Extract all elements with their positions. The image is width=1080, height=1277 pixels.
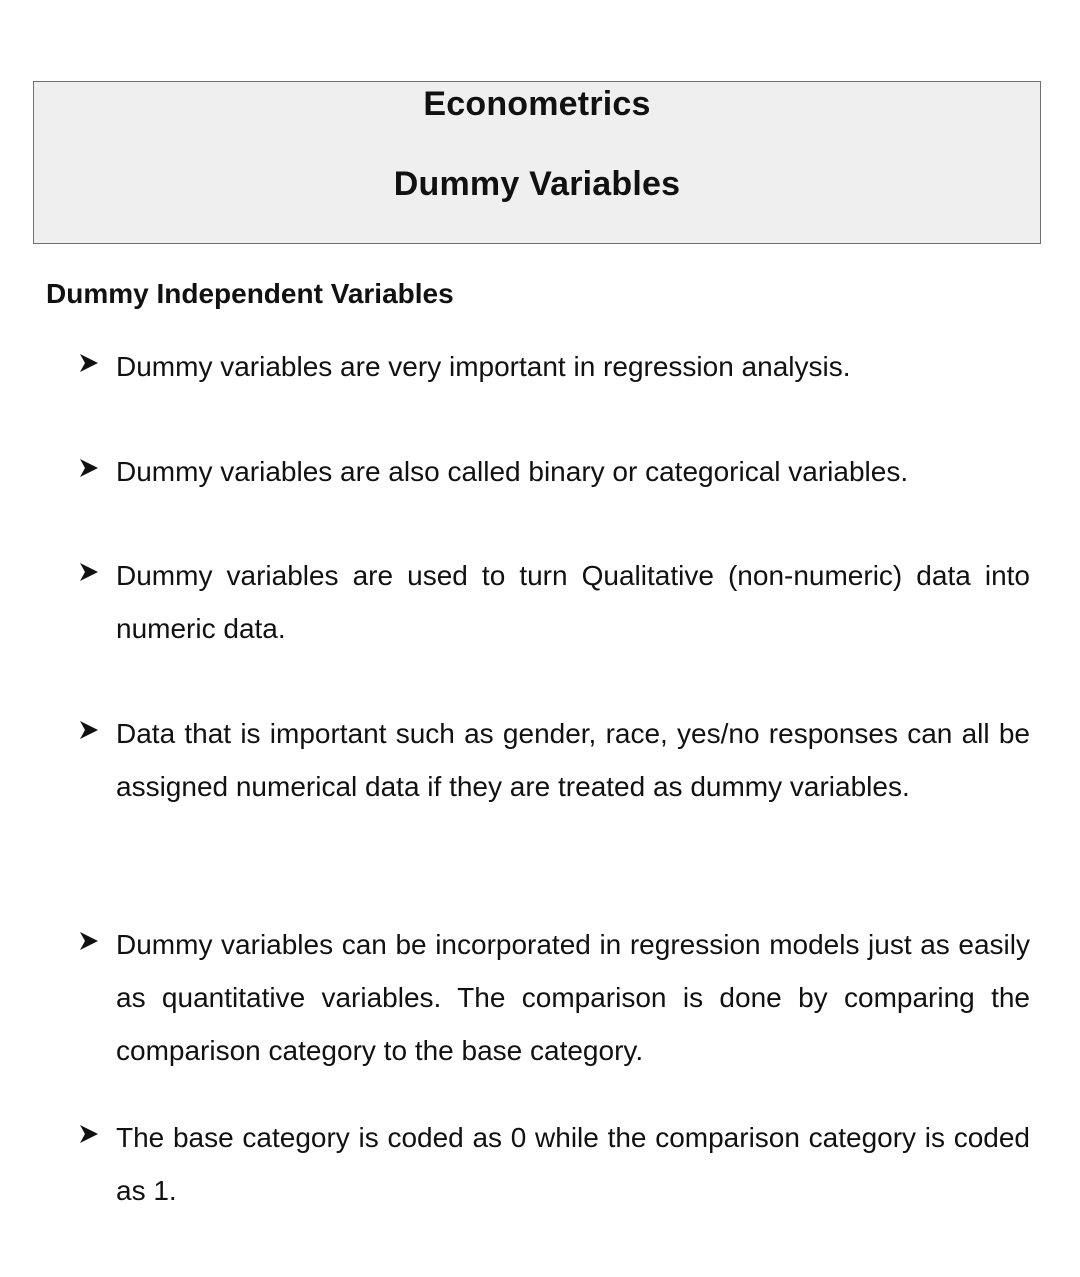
arrowhead-bullet-icon [78, 719, 100, 741]
section-heading: Dummy Independent Variables [46, 278, 454, 309]
bullet-item [78, 549, 1030, 655]
bullet-item [78, 1111, 1030, 1217]
bullet-item [78, 445, 1030, 498]
bullet-text: Dummy variables are used to turn Qualitative (non-numeric) data into numeric data. [116, 560, 1030, 644]
bullet-text: Data that is important such as gender, race, yes/no responses can all be assigned numerical data if they are treated as dummy variables. [116, 718, 1030, 802]
bullet-item [78, 918, 1030, 1077]
bullet-text: The base category is coded as 0 while the comparison category is coded as 1. [116, 1122, 1030, 1206]
arrowhead-bullet-icon [78, 1123, 100, 1145]
title-box [33, 81, 1041, 244]
bullet-text: Dummy variables are also called binary or categorical variables. [116, 456, 909, 487]
arrowhead-bullet-icon [78, 561, 100, 583]
document-title: Econometrics [423, 85, 651, 123]
bullet-text: Dummy variables are very important in regression analysis. [116, 351, 851, 382]
bullet-item [78, 340, 1030, 393]
arrowhead-bullet-icon [78, 457, 100, 479]
bullet-text: Dummy variables can be incorporated in regression models just as easily as quantitative variables. The comparison is done by comparing the comparison category to the base category. [116, 929, 1030, 1066]
document-subtitle: Dummy Variables [393, 165, 681, 203]
bullet-item [78, 707, 1030, 813]
arrowhead-bullet-icon [78, 930, 100, 952]
arrowhead-bullet-icon [78, 352, 100, 374]
